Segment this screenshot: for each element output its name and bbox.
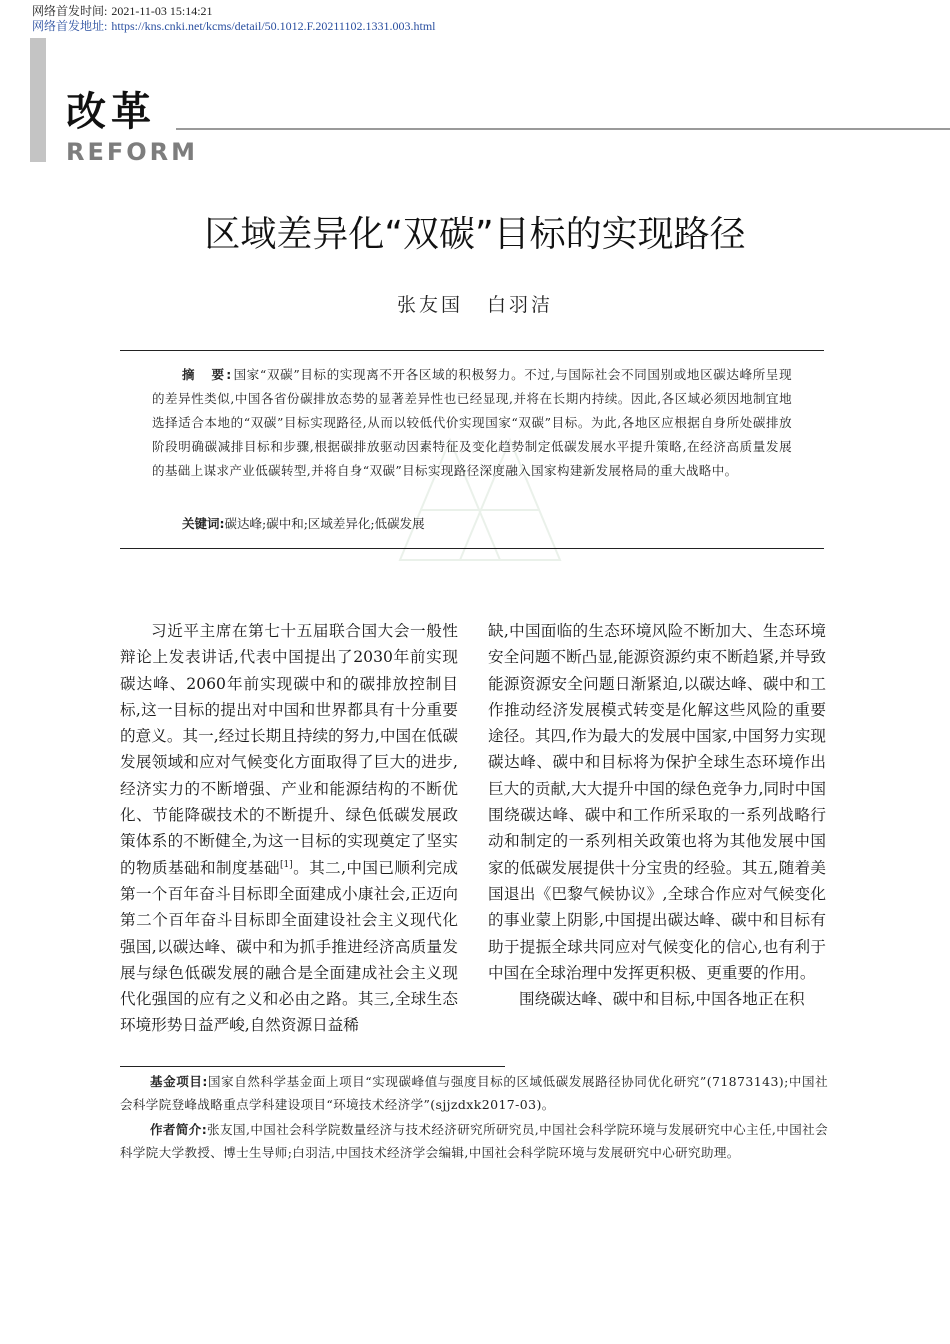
author-name: 白羽洁 xyxy=(487,294,554,316)
funding-text: 国家自然科学基金面上项目“实现碳峰值与强度目标的区域低碳发展路径协同优化研究”(71873143);中国社会科学院登峰战略重点学科建设项目“环境技术经济学”(sjjzdxk2017-03)。 xyxy=(120,1074,829,1112)
header-divider xyxy=(176,128,950,130)
body-paragraph xyxy=(488,618,826,986)
citation-reference[interactable]: [1] xyxy=(279,859,293,870)
funding-label: 基金项目: xyxy=(150,1074,208,1089)
footnote-rule xyxy=(120,1066,505,1067)
publish-url-link[interactable]: https://kns.cnki.net/kcms/detail/50.1012.F.20211102.1331.003.html xyxy=(111,19,436,33)
keywords-text: 碳达峰;碳中和;区域差异化;低碳发展 xyxy=(224,516,425,531)
column-name-english: REFORM xyxy=(66,138,199,166)
publish-url-line xyxy=(32,19,435,34)
article-title: 区域差异化“双碳”目标的实现路径 xyxy=(204,214,746,255)
body-text: 围绕碳达峰、碳中和目标,中国各地正在积 xyxy=(519,990,805,1009)
abstract-text: 国家“双碳”目标的实现离不开各区域的积极努力。不过,与国际社会不同国别或地区碳达峰所呈现的差异性类似,中国各省份碳排放态势的显著差异性也已经显现,并将在长期内持续。因此,各区域必须因地制宜地选择适合本地的“双碳”目标实现路径,从而以较低代价实现国家“双碳”目标。为此,各地区应根据自身所处碳排放阶段明确碳减排目标和步骤,根据碳排放驱动因素特征及变化趋势制定低碳发展水平提升策略,在经济高质量发展的基础上谋求产业低碳转型,并将自身“双碳”目标实现路径深度融入国家构建新发展格局的重大战略中。 xyxy=(152,367,793,478)
body-column-left xyxy=(120,618,458,1039)
footnotes xyxy=(120,1070,828,1166)
abstract-top-rule xyxy=(120,350,824,351)
publish-time: 2021-11-03 15:14:21 xyxy=(111,4,213,18)
body-text: 。其二,中国已顺利完成第一个百年奋斗目标即全面建成小康社会,正迈向第二个百年奋斗目标即全面建设社会主义现代化强国,以碳达峰、碳中和为抓手推进经济高质量发展与绿色低碳发展的融合是全面建成社会主义现代化强国的应有之义和必由之路。其三,全球生态环境形势日益严峻,自然资源日益稀 xyxy=(120,858,458,1035)
column-name: 改革 xyxy=(66,89,156,135)
body-column-right xyxy=(488,618,826,1012)
author-list xyxy=(0,292,950,318)
keywords-label: 关键词: xyxy=(182,516,225,531)
body-paragraph xyxy=(120,618,458,1039)
author-bio-text: 张友国,中国社会科学院数量经济与技术经济研究所研究员,中国社会科学院环境与发展研究中心主任,中国社会科学院大学教授、博士生导师;白羽洁,中国技术经济学会编辑,中国社会科学院环境与发展研究中心研究助理。 xyxy=(120,1122,828,1160)
author-name: 张友国 xyxy=(396,294,463,316)
column-accent-bar xyxy=(30,38,46,162)
keywords xyxy=(182,512,425,536)
body-text: 缺,中国面临的生态环境风险不断加大、生态环境安全问题不断凸显,能源资源约束不断趋紧,并导致能源资源安全问题日渐紧迫,以碳达峰、碳中和工作推动经济发展模式转变是化解这些风险的重要途径。其四,作为最大的发展中国家,中国努力实现碳达峰、碳中和目标将为保护全球生态环境作出巨大的贡献,大大提升中国的绿色竞争力,同时中国围绕碳达峰、碳中和工作所采取的一系列战略行动和制定的一系列相关政策也将为其他发展中国家的低碳发展提供十分宝贵的经验。其五,随着美国退出《巴黎气候协议》,全球合作应对气候变化的事业蒙上阴影,中国提出碳达峰、碳中和目标有助于提振全球共同应对气候变化的信心,也有利于中国在全球治理中发挥更积极、更重要的作用。 xyxy=(488,622,826,982)
author-bio-label: 作者简介: xyxy=(150,1122,208,1137)
publish-time-line xyxy=(32,4,213,19)
funding-note xyxy=(120,1070,828,1116)
body-text: 习近平主席在第七十五届联合国大会一般性辩论上发表讲话,代表中国提出了2030年前实现碳达峰、2060年前实现碳中和的碳排放控制目标,这一目标的提出对中国和世界都具有十分重要的意义。其一,经过长期且持续的努力,中国在低碳发展领域和应对气候变化方面取得了巨大的进步,经济实力的不断增强、产业和能源结构的不断优化、节能降碳技术的不断提升、绿色低碳发展政策体系的不断健全,为这一目标的实现奠定了坚实的物质基础和制度基础 xyxy=(120,622,458,877)
abstract-label: 摘 要: xyxy=(182,367,234,382)
author-note xyxy=(120,1118,828,1164)
abstract-bottom-rule xyxy=(120,548,824,549)
body-paragraph xyxy=(488,986,826,1012)
abstract xyxy=(152,363,792,483)
publish-url-label: 网络首发地址: xyxy=(32,19,108,33)
publish-time-label: 网络首发时间: xyxy=(32,4,108,18)
